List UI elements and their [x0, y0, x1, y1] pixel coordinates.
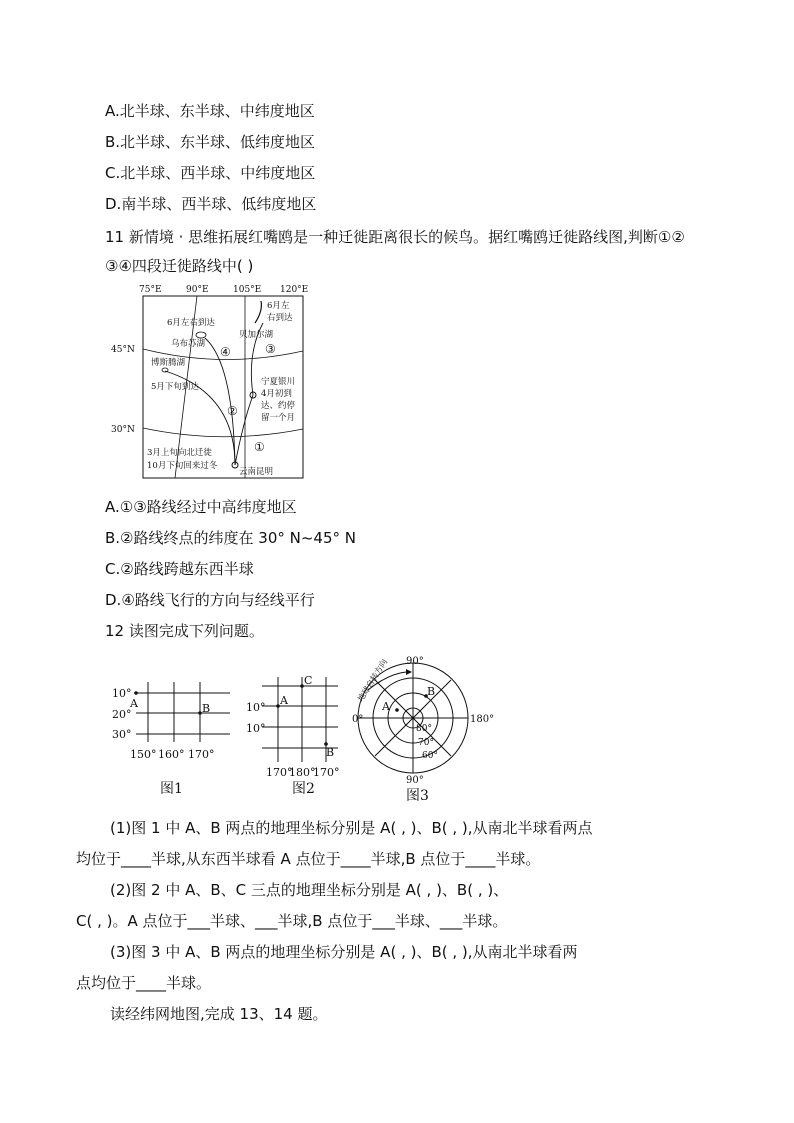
annotation: 云南昆明: [239, 467, 274, 477]
lat-label: 30°N: [111, 425, 135, 435]
point-label: B: [202, 702, 211, 715]
question-11-stem-1: 11 新情境 · 思维拓展红嘴鸥是一种迁徙距离很长的候鸟。据红嘴鸥迁徙路线图,判断①②: [105, 228, 685, 246]
option-10-d: D.南半球、西半球、低纬度地区: [105, 195, 317, 213]
figure-caption: 图1: [160, 781, 183, 797]
annotation: 3月上旬向北迁徙: [147, 448, 212, 458]
lat-label: 20°: [112, 708, 132, 721]
route-label: ①: [254, 440, 265, 454]
lon-label: 120°E: [280, 285, 309, 295]
instruction-13-14: 读经纬网地图,完成 13、14 题。: [110, 1005, 328, 1023]
annotation: 4月初到: [261, 389, 292, 399]
lat-label: 45°N: [111, 345, 135, 355]
annotation: 乌布苏湖: [171, 339, 206, 349]
option-11-b: B.②路线终点的纬度在 30° N~45° N: [105, 529, 356, 547]
question-12-stem: 12 读图完成下列问题。: [105, 622, 264, 640]
figure-2-grid: [240, 672, 350, 802]
annotation: 右到达: [267, 313, 293, 323]
question-12-sub3-line1: (3)图 3 中 A、B 两点的地理坐标分别是 A( , )、B( , ),从南北半球看两: [110, 943, 578, 961]
lon-label: 170°: [266, 766, 293, 779]
point-label: A: [130, 697, 138, 710]
lat-label: 10°: [112, 687, 132, 700]
route-label: ②: [227, 404, 238, 418]
lat-label: 10°: [246, 701, 266, 714]
annotation: 贝加尔湖: [239, 330, 274, 340]
question-12-sub1-line1: (1)图 1 中 A、B 两点的地理坐标分别是 A( , )、B( , ),从南北半球看两点: [110, 819, 593, 837]
migration-route-map: [105, 283, 315, 483]
question-12-sub3-line2: 点均位于____半球。: [76, 974, 212, 992]
option-11-c: C.②路线跨越东西半球: [105, 560, 254, 578]
annotation: 6月左: [267, 301, 290, 311]
label-right: 180°: [470, 714, 495, 725]
figure-caption: 图3: [406, 788, 429, 804]
point-label: C: [304, 674, 313, 687]
question-12-sub1-line2: 均位于____半球,从东西半球看 A 点位于____半球,B 点位于____半球。: [76, 850, 541, 868]
label-top: 90°: [406, 656, 424, 667]
lon-label: 160°: [158, 748, 185, 761]
option-10-b: B.北半球、东半球、低纬度地区: [105, 133, 316, 151]
annotation: 留一个月: [261, 413, 296, 423]
ring-label: 60°: [422, 751, 438, 761]
figure-caption: 图2: [292, 781, 315, 797]
figure-3-polar: [348, 652, 508, 804]
lon-label: 170°: [188, 748, 215, 761]
option-11-d: D.④路线飞行的方向与经线平行: [105, 591, 315, 609]
point-a: [395, 708, 399, 712]
question-12-sub2-line2: C( , )。A 点位于___半球、___半球,B 点位于___半球、___半球。: [76, 912, 508, 930]
lon-label: 75°E: [139, 285, 162, 295]
lon-label: 90°E: [186, 285, 209, 295]
lat-label: 10°: [246, 722, 266, 735]
annotation: 10月下旬回来过冬: [147, 461, 218, 471]
lat-label: 30°: [112, 728, 132, 741]
point-label: A: [280, 694, 288, 707]
parallel-30: [143, 428, 303, 437]
lake-wubusu: [196, 332, 206, 338]
point-label: A: [382, 700, 390, 713]
annotation: 6月左右到达: [167, 318, 215, 328]
lake-baikal: [255, 301, 261, 323]
point-label: B: [326, 746, 335, 759]
route-label: ③: [265, 342, 276, 356]
option-10-a: A.北半球、东半球、中纬度地区: [105, 102, 315, 120]
label-bottom: 90°: [406, 775, 424, 786]
annotation: 5月下旬到达: [151, 382, 199, 392]
annotation: 达、约停: [261, 401, 296, 411]
lon-label: 180°: [289, 766, 316, 779]
annotation: 宁夏银川: [261, 377, 296, 387]
option-10-c: C.北半球、西半球、中纬度地区: [105, 164, 316, 182]
route-label: ④: [220, 345, 231, 359]
figure-1-grid: [108, 676, 238, 801]
point-label: B: [427, 685, 436, 698]
lon-label: 105°E: [233, 285, 262, 295]
annotation: 博斯腾湖: [151, 358, 186, 368]
ring-label: 80°: [416, 724, 432, 734]
lon-label: 150°: [130, 748, 157, 761]
question-12-sub2-line1: (2)图 2 中 A、B、C 三点的地理坐标分别是 A( , )、B( , )、: [110, 881, 509, 899]
ring-label: 70°: [418, 738, 434, 748]
option-11-a: A.①③路线经过中高纬度地区: [105, 498, 297, 516]
lon-label: 170°: [313, 766, 340, 779]
label-left: 0°: [352, 714, 364, 725]
question-11-stem-2: ③④四段迁徙路线中( ): [105, 257, 254, 275]
point-a: [134, 691, 138, 695]
rotation-label: 地球自转方向: [356, 657, 390, 704]
